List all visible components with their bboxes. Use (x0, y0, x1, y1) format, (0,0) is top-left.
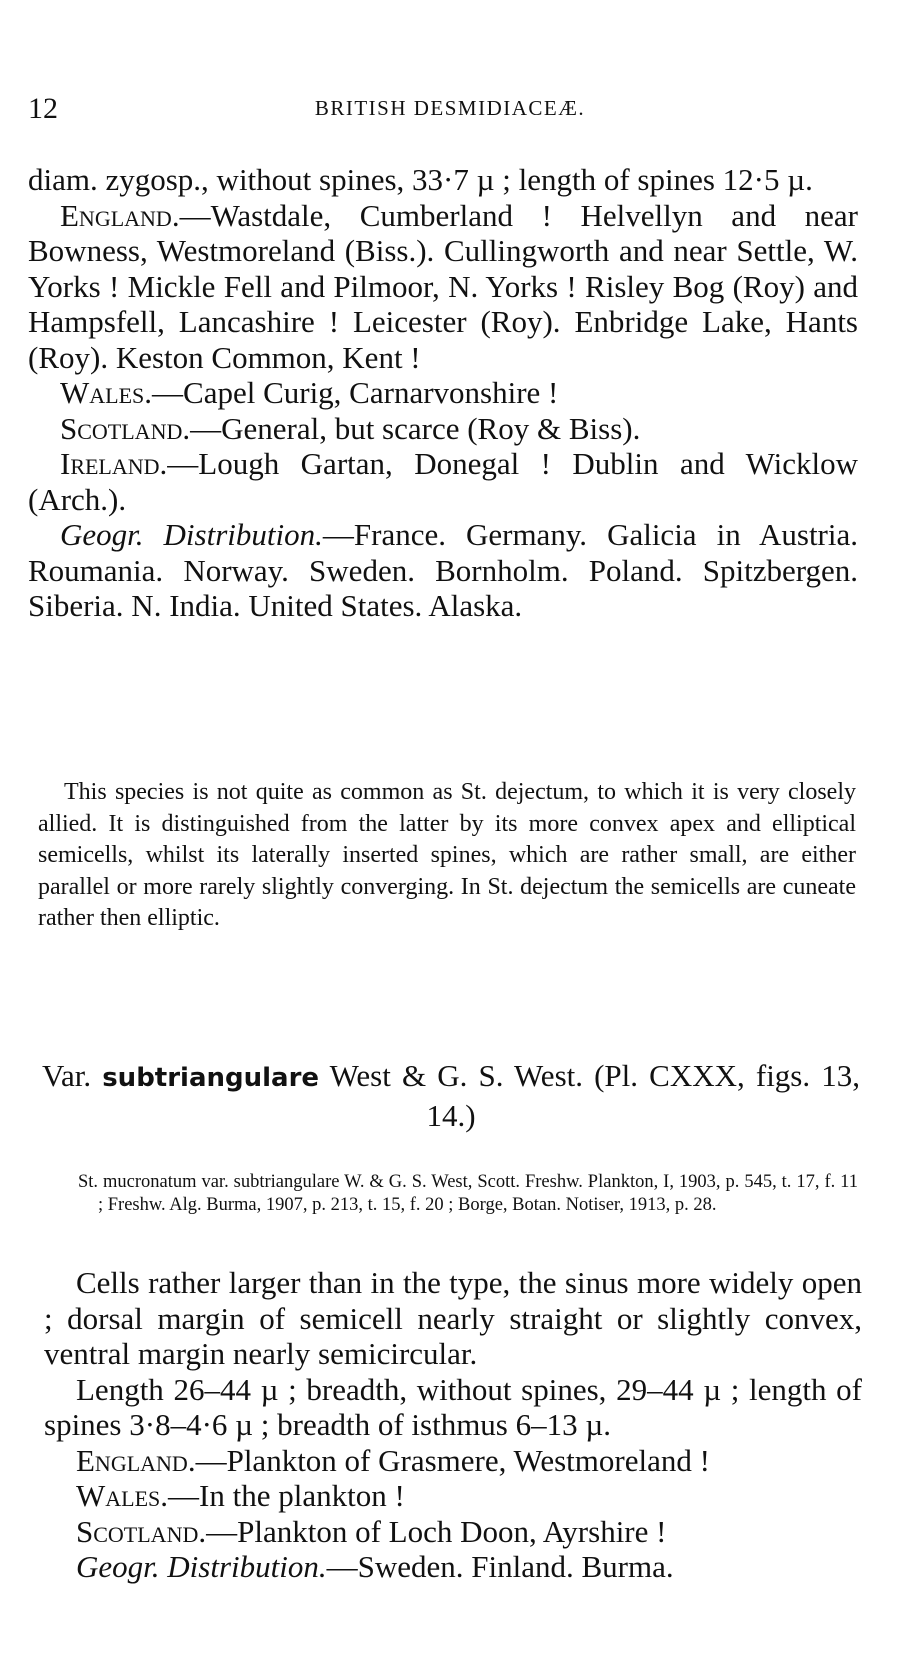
wales-label: Wales. (60, 375, 153, 410)
variety-authority: West & G. S. West. (Pl. CXXX, figs. 13, 14.) (329, 1058, 860, 1133)
remarks-text: This species is not quite as common as St. dejectum, to which it is very closely allied. It is distinguished from the latter by its more convex apex and elliptical semicells, whilst its laterally inserted spines, which are rather small, are either parallel or more rarely slightly converging. In St. dejectum the semicells are cuneate rather then elliptic. (38, 779, 856, 931)
variety-scotland-record (44, 1514, 862, 1550)
england-text: —Wastdale, Cumberland ! Helvellyn and near Bowness, Westmoreland (Biss.). Cullingworth and near Settle, W. Yorks ! Mickle Fell and Pilmoor, N. Yorks ! Risley Bog (Roy) and Hampsfell, Lancashire ! Leicester (Roy). Enbridge Lake, Hants (Roy). Keston Common, Kent ! (28, 197, 858, 375)
variety-name: subtriangulare (102, 1063, 320, 1093)
variety-england-label: England. (76, 1442, 196, 1478)
variety-description: Cells rather larger than in the type, the sinus more widely open ; dorsal margin of semicell nearly straight or slightly convex, ventral margin nearly semicircular. (44, 1265, 862, 1371)
ireland-record (28, 446, 858, 517)
scotland-label: Scotland. (60, 410, 191, 446)
zygospore-measurements: diam. zygosp., without spines, 33·7 µ ; length of spines 12·5 µ. (28, 162, 813, 197)
geogr-label: Geogr. Distribution. (60, 517, 323, 552)
variety-geogr-text: —Sweden. Finland. Burma. (326, 1549, 674, 1584)
variety-wales-text: —In the plankton ! (168, 1478, 405, 1513)
variety-geographic-distribution (44, 1549, 862, 1585)
variety-scotland-text: —Plankton of Loch Doon, Ayrshire ! (206, 1513, 667, 1549)
geographic-distribution (28, 517, 858, 624)
variety-description-block (44, 1265, 862, 1585)
england-record (28, 198, 858, 376)
ireland-label: Ireland. (60, 446, 168, 481)
species-distribution-block (28, 162, 858, 624)
variety-england-text: —Plankton of Grasmere, Westmoreland ! (195, 1442, 710, 1478)
variety-england-record (44, 1443, 862, 1479)
geogr-text: —France. Germany. Galicia in Austria. Roumania. Norway. Sweden. Bornholm. Poland. Spitzbergen. Siberia. N. India. United States. Alaska. (28, 517, 858, 623)
page-number: 12 (28, 92, 58, 125)
variety-geogr-label: Geogr. Distribution. (76, 1549, 327, 1584)
variety-wales-record (44, 1478, 862, 1514)
running-title: BRITISH DESMIDIACEÆ. (314, 96, 586, 120)
variety-wales-label: Wales. (76, 1478, 169, 1513)
scotland-record (28, 411, 858, 447)
wales-record (28, 375, 858, 411)
variety-heading (42, 1057, 860, 1134)
running-head (28, 92, 872, 126)
england-label: England. (60, 197, 180, 233)
scotland-text: —General, but scarce (Roy & Biss). (190, 410, 641, 446)
variety-prefix: Var. (42, 1058, 92, 1093)
remarks-note (38, 777, 856, 935)
variety-measurements: Length 26–44 µ ; breadth, without spines, 29–44 µ ; length of spines 3·8–4·6 µ ; breadth of isthmus 6–13 µ. (44, 1371, 862, 1442)
synonymy-text: St. mucronatum var. subtriangulare W. & G. S. West, Scott. Freshw. Plankton, I, 1903, p. 545, t. 17, f. 11 ; Freshw. Alg. Burma, 1907, p. 213, t. 15, f. 20 ; Borge, Botan. Notiser, 1913, p. 28. (78, 1172, 858, 1215)
ireland-text: —Lough Gartan, Donegal ! Dublin and Wicklow (Arch.). (28, 446, 858, 517)
wales-text: —Capel Curig, Carnarvonshire ! (152, 375, 559, 410)
variety-scotland-label: Scotland. (76, 1513, 207, 1549)
synonymy-citation (78, 1171, 858, 1217)
